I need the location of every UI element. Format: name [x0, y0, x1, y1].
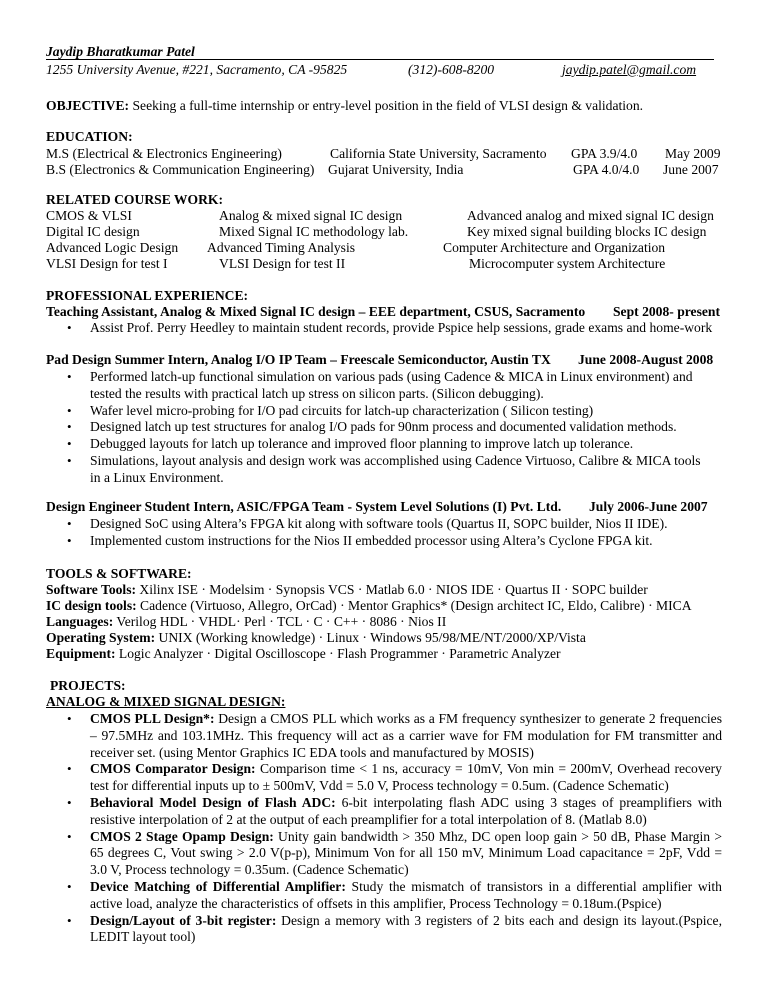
list-item — [64, 761, 722, 795]
list-item — [64, 829, 722, 879]
tools-row — [46, 646, 561, 663]
project-title: CMOS 2 Stage Opamp Design: — [90, 828, 274, 844]
course: Advanced Logic Design — [46, 240, 179, 255]
job-bullets — [64, 516, 724, 550]
project-title: Design/Layout of 3-bit register: — [90, 912, 277, 928]
list-item: • Debugged layouts for latch up tolerance and improved floor planning to improve latch up tolerance. — [64, 436, 714, 453]
objective-label: OBJECTIVE: — [46, 98, 130, 113]
degree: M.S (Electrical & Electronics Engineering) — [46, 146, 282, 161]
tools-value: Cadence (Virtuoso, Allegro, OrCad) · Mentor Graphics* (Design architect IC, Eldo, Calibre) · MICA — [140, 598, 692, 613]
project-title: Device Matching of Differential Amplifier: — [90, 878, 346, 894]
job-dates: July 2006-June 2007 — [589, 499, 708, 514]
list-item: • Wafer level micro-probing for I/O pad circuits for latch-up characterization ( Silicon testing) — [64, 403, 714, 420]
job-bullets — [64, 320, 724, 337]
project-text: Study the mismatch of transistors in a differential amplifier with active load, analyze the characteristics of offsets in this amplifier, Process Technology = 0.18um.(Pspice) — [90, 878, 722, 911]
course: CMOS & VLSI — [46, 208, 132, 223]
tools-label: IC design tools: — [46, 598, 137, 613]
tools-label: Languages: — [46, 614, 114, 629]
project-title: CMOS Comparator Design: — [90, 761, 256, 777]
tools-row — [46, 630, 586, 647]
tools-value: UNIX (Working knowledge) · Linux · Windows 95/98/ME/NT/2000/XP/Vista — [158, 630, 586, 645]
school: Gujarat University, India — [328, 162, 464, 177]
project-title: CMOS PLL Design*: — [90, 711, 215, 726]
job-title: Teaching Assistant, Analog & Mixed Signal IC design – EEE department, CSUS, Sacramento — [46, 304, 586, 319]
list-item: • Implemented custom instructions for the Nios II embedded processor using Altera’s Cyclone FPGA kit. — [64, 533, 724, 550]
course: Advanced analog and mixed signal IC design — [467, 208, 714, 223]
list-item: • Assist Prof. Perry Heedley to maintain student records, provide Pspice help sessions, grade exams and home-work — [64, 320, 724, 337]
project-text: 6-bit interpolating flash ADC using 3 stages of preamplifiers with resistive interpolation of 2 at the output of each preamplifier for a total interpolation of 8. (Matlab 8.0) — [90, 794, 722, 827]
school: California State University, Sacramento — [330, 146, 547, 161]
tools-value: Logic Analyzer · Digital Oscilloscope · Flash Programmer · Parametric Analyzer — [118, 646, 561, 661]
gpa: GPA 3.9/4.0 — [571, 146, 638, 161]
project-text: Unity gain bandwidth > 350 Mhz, DC open loop gain > 50 dB, Phase Margin > 65 degrees C, Vout swing > 2.0 V(p-p), Minimum Von for all 150 mV, Minimum Load capacitance = 2pF, Vdd = 3.0 V, Process technology = 0.35um. (Cadence Schematic) — [90, 828, 722, 878]
course: Microcomputer system Architecture — [469, 256, 666, 271]
course: Analog & mixed signal IC design — [219, 208, 403, 223]
tools-value: Verilog HDL · VHDL· Perl · TCL · C · C++ · 8086 · Nios II — [116, 614, 447, 629]
tools-row — [46, 582, 648, 599]
course: VLSI Design for test II — [219, 256, 346, 271]
gpa: GPA 4.0/4.0 — [573, 162, 640, 177]
list-item: • Designed SoC using Altera’s FPGA kit along with software tools (Quartus II, SOPC builder, Nios II IDE). — [64, 516, 724, 533]
education-heading: EDUCATION: — [46, 129, 133, 144]
tools-heading: TOOLS & SOFTWARE: — [46, 566, 192, 581]
email-link[interactable]: jaydip.patel@gmail.com — [562, 62, 697, 77]
job-bullets — [64, 369, 714, 487]
phone: (312)-608-8200 — [408, 62, 495, 77]
degree: B.S (Electronics & Communication Engineering) — [46, 162, 315, 177]
list-item: • Designed latch up test structures for analog I/O pads for 90nm process and documented validation methods. — [64, 419, 714, 436]
tools-row — [46, 614, 446, 631]
list-item — [64, 795, 722, 829]
experience-heading: PROFESSIONAL EXPERIENCE: — [46, 288, 249, 303]
project-text: Comparison time < 1 ns, accuracy = 10mV, Von min = 200mV, Overhead recovery test for differential inputs up to ± 500mV, Vdd = 5.0 V, Process technology = 0.5um. (Cadence Schematic) — [90, 761, 722, 794]
projects-subheading: ANALOG & MIXED SIGNAL DESIGN: — [46, 694, 286, 709]
job-title: Design Engineer Student Intern, ASIC/FPGA Team - System Level Solutions (I) Pvt. Ltd. — [46, 499, 562, 514]
coursework-heading: RELATED COURSE WORK: — [46, 192, 223, 207]
job-title: Pad Design Summer Intern, Analog I/O IP Team – Freescale Semiconductor, Austin TX — [46, 352, 551, 367]
course: Computer Architecture and Organization — [443, 240, 666, 255]
projects-heading: PROJECTS: — [50, 678, 126, 693]
grad-date: May 2009 — [665, 146, 721, 161]
education-entry — [46, 162, 314, 179]
objective — [46, 98, 643, 115]
course: Key mixed signal building blocks IC design — [467, 224, 707, 239]
education-entry — [46, 146, 282, 163]
course: Digital IC design — [46, 224, 140, 239]
list-item — [64, 711, 722, 761]
course: Mixed Signal IC methodology lab. — [219, 224, 409, 239]
list-item — [64, 913, 722, 947]
address: 1255 University Avenue, #221, Sacramento, CA -95825 — [46, 62, 348, 77]
project-list — [64, 711, 722, 946]
list-item — [64, 879, 722, 913]
tools-label: Software Tools: — [46, 582, 137, 597]
objective-text: Seeking a full-time internship or entry-level position in the field of VLSI design & validation. — [132, 98, 644, 113]
project-title: Behavioral Model Design of Flash ADC: — [90, 794, 336, 810]
list-item: • Performed latch-up functional simulation on various pads (using Cadence & MICA in Linux environment) and tested the results with practical latch up stress on silicon parts. (Silicon debugging). — [64, 369, 714, 403]
tools-value: Xilinx ISE · Modelsim · Synopsis VCS · Matlab 6.0 · NIOS IDE · Quartus II · SOPC builder — [139, 582, 648, 597]
list-item: • Simulations, layout analysis and design work was accomplished using Cadence Virtuoso, Calibre & MICA tools in a Linux Environment. — [64, 453, 714, 487]
tools-label: Operating System: — [46, 630, 156, 645]
job-dates: June 2008-August 2008 — [578, 352, 714, 367]
course: Advanced Timing Analysis — [207, 240, 356, 255]
header-rule — [46, 59, 714, 60]
tools-row — [46, 598, 692, 615]
project-text: Design a memory with 3 registers of 2 bits each and design its layout.(Pspice, LEDIT layout tool) — [90, 912, 722, 945]
grad-date: June 2007 — [663, 162, 719, 177]
tools-label: Equipment: — [46, 646, 116, 661]
candidate-name: Jaydip Bharatkumar Patel — [46, 44, 195, 59]
project-text: Design a CMOS PLL which works as a FM frequency synthesizer to generate 2 frequencies – 97.5MHz and 103.1MHz. This frequency will act as a carrier wave for FM modulation for FM transmitter and receiver set. (using Mentor Graphics IC EDA tools and manufactured by MOSIS) — [90, 711, 722, 760]
job-dates: Sept 2008- present — [613, 304, 720, 319]
course: VLSI Design for test I — [46, 256, 168, 271]
